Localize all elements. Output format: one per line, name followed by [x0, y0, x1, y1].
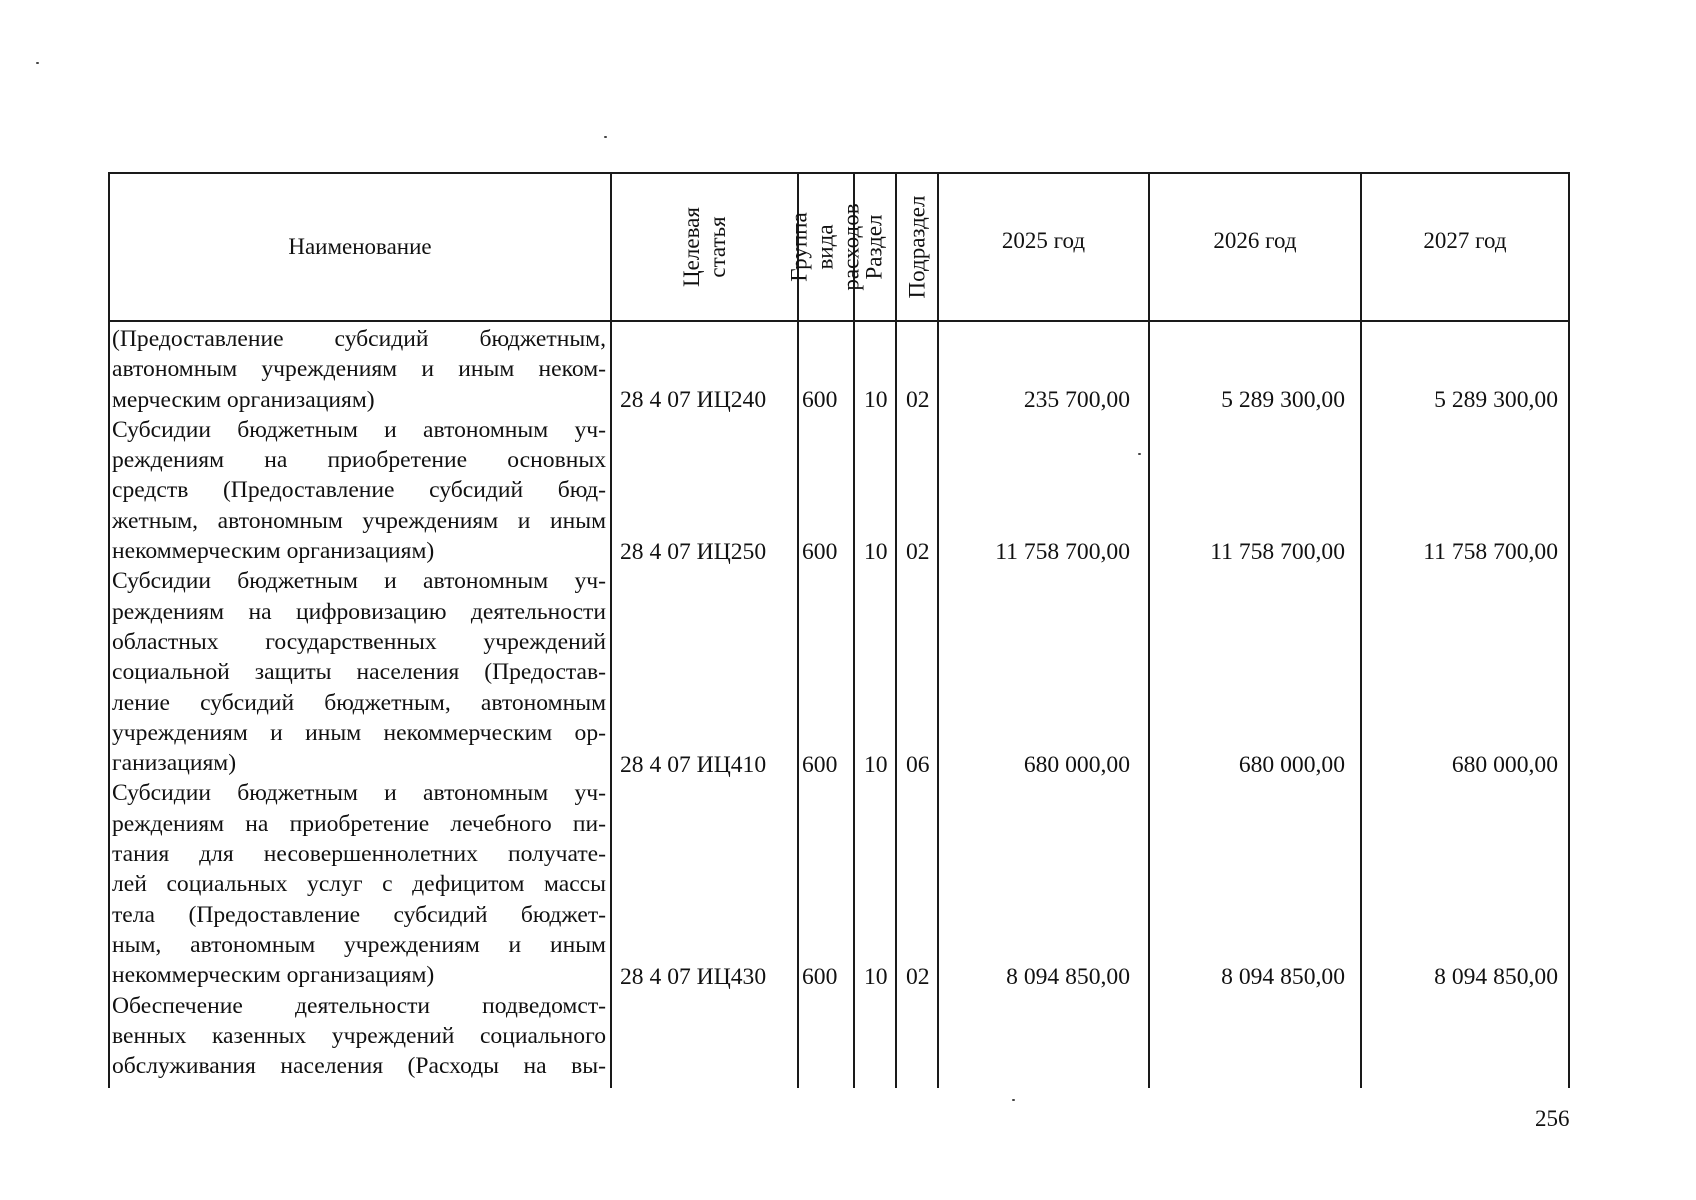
scan-speck: [36, 62, 39, 64]
header-bottom-border: [108, 320, 1570, 322]
amount-2027-cell: 11 758 700,00: [1423, 539, 1558, 565]
scan-speck: [1012, 1099, 1015, 1101]
subsection-cell: 02: [906, 387, 930, 413]
amount-2026-cell: 8 094 850,00: [1221, 964, 1345, 990]
header-target-article: [612, 174, 797, 320]
description-line: тания для несовершеннолетних получате-: [112, 841, 606, 868]
scan-speck: [604, 136, 607, 138]
description-line: Субсидии бюджетным и автономным уч-: [112, 568, 606, 595]
table-row: [108, 385, 1570, 415]
budget-table: [108, 172, 1570, 1088]
amount-2025-cell: 235 700,00: [1023, 387, 1130, 413]
amount-2027-cell: 5 289 300,00: [1434, 387, 1558, 413]
header-subsection-text: Подраздел: [904, 195, 930, 299]
header-expense-group-text: Группа вида расходов: [787, 203, 865, 291]
amount-2025-cell: 680 000,00: [1023, 752, 1130, 778]
description-line: обслуживания населения (Расходы на вы-: [112, 1053, 606, 1080]
description-line: Субсидии бюджетным и автономным уч-: [112, 780, 606, 807]
description-line: ганизациям): [112, 750, 237, 777]
amount-2027-cell: 8 094 850,00: [1434, 964, 1558, 990]
description-line: венных казенных учреждений социального: [112, 1022, 606, 1049]
header-target-article-text: Целевая статья: [678, 207, 730, 287]
description-line: Субсидии бюджетным и автономным уч-: [112, 416, 606, 443]
description-line: некоммерческим организациям): [112, 962, 435, 989]
section-cell: 10: [864, 539, 888, 565]
subsection-cell: 02: [906, 539, 930, 565]
expense-group-cell: 600: [802, 539, 838, 565]
description-line: социальной защиты населения (Предостав-: [112, 659, 606, 686]
target-article-cell: 28 4 07 ИЦ240: [620, 387, 767, 413]
header-name: [110, 174, 610, 320]
description-line: лей социальных услуг с дефицитом массы: [112, 871, 606, 898]
header-section-text: Раздел: [862, 214, 887, 280]
header-section: [855, 174, 895, 320]
description-line: некоммерческим организациям): [112, 538, 435, 565]
table-row: [108, 750, 1570, 780]
amount-2026-cell: 11 758 700,00: [1210, 539, 1345, 565]
description-line: ным, автономным учреждениям и иным: [112, 931, 606, 958]
description-line: (Предоставление субсидий бюджетным,: [112, 326, 606, 352]
target-article-cell: 28 4 07 ИЦ250: [620, 539, 767, 565]
section-cell: 10: [864, 752, 888, 778]
description-line: автономным учреждениям и иным неком-: [112, 356, 606, 383]
amount-2026-cell: 5 289 300,00: [1221, 387, 1345, 413]
expense-group-cell: 600: [802, 964, 838, 990]
target-article-cell: 28 4 07 ИЦ430: [620, 964, 767, 990]
section-cell: 10: [864, 964, 888, 990]
description-line: ление субсидий бюджетным, автономным: [112, 689, 606, 716]
description-line: учреждениям и иным некоммерческим ор-: [112, 719, 606, 746]
description-line: тела (Предоставление субсидий бюджет-: [112, 901, 606, 928]
header-2027: [1362, 168, 1568, 314]
description-line: Обеспечение деятельности подведомст-: [112, 992, 606, 1019]
amount-2025-cell: 8 094 850,00: [1006, 964, 1130, 990]
section-cell: 10: [864, 387, 888, 413]
header-2026: [1150, 168, 1360, 314]
table-row: [108, 962, 1570, 992]
header-2027-text: 2027 год: [1423, 228, 1507, 253]
subsection-cell: 06: [906, 752, 930, 778]
header-expense-group: [787, 174, 865, 320]
description-line: жетным, автономным учреждениям и иным: [112, 507, 606, 534]
description-line: мерческим организациям): [112, 386, 375, 413]
header-2025-text: 2025 год: [1001, 228, 1086, 253]
subsection-cell: 02: [906, 964, 930, 990]
description-line: реждениям на цифровизацию деятельности: [112, 598, 606, 625]
column-border: [1568, 172, 1570, 1088]
header-2025: [939, 168, 1148, 314]
header-name-text: Наименование: [288, 234, 432, 259]
target-article-cell: 28 4 07 ИЦ410: [620, 752, 767, 778]
amount-2027-cell: 680 000,00: [1451, 752, 1558, 778]
page-number: 256: [1535, 1106, 1570, 1131]
description-line: реждениям на приобретение лечебного пи-: [112, 810, 606, 837]
header-2026-text: 2026 год: [1213, 228, 1297, 253]
table-row: [108, 537, 1570, 567]
description-line: средств (Предоставление субсидий бюд-: [112, 477, 606, 504]
description-line: областных государственных учреждений: [112, 628, 606, 655]
description-line: реждениям на приобретение основных: [112, 447, 606, 474]
amount-2025-cell: 11 758 700,00: [995, 539, 1130, 565]
amount-2026-cell: 680 000,00: [1238, 752, 1345, 778]
expense-group-cell: 600: [802, 752, 838, 778]
header-subsection: [897, 174, 937, 320]
expense-group-cell: 600: [802, 387, 838, 413]
